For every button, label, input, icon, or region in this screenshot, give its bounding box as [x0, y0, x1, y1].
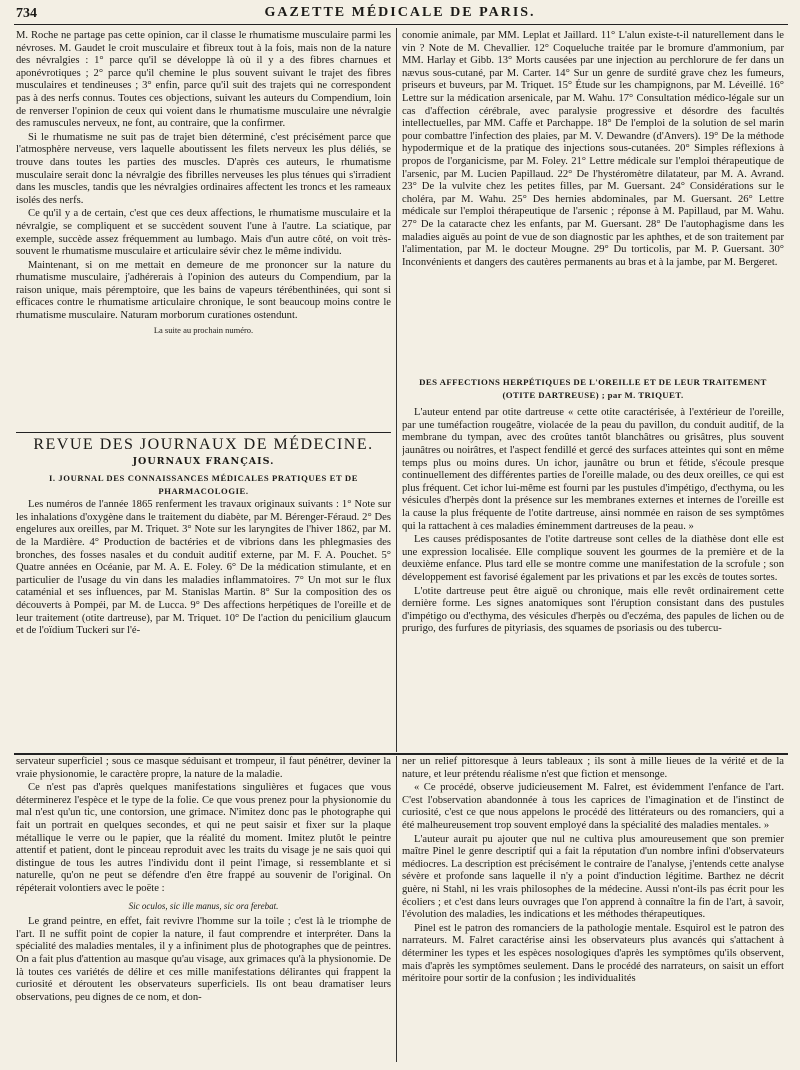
paragraph: servateur superficiel ; sous ce masque séduisant et trompeur, il faut pénétrer, deviner la vraie physionomie, le caractère propre, la nature de la maladie.	[16, 756, 391, 780]
latin-quote: Sic oculos, sic ille manus, sic ora ferebat.	[128, 900, 279, 911]
article-heading: DES AFFECTIONS HERPÉTIQUES DE L'OREILLE ET DE LEUR TRAITEMENT (OTITE DARTREUSE) ; par M. TRIQUET.	[419, 377, 767, 400]
right-column-bottom	[402, 756, 784, 1064]
section-heading: I. JOURNAL DES CONNAISSANCES MÉDICALES PRATIQUES ET DE PHARMACOLOGIE.	[48, 473, 359, 496]
paragraph: Ce n'est pas d'après quelques manifestations singulières et fugaces que vous déterminerez l'espèce et le type de la folie. Ce que vous prenez pour la physionomie du mal n'est qu'un tic, une contorsion, une grimace. N'imitez donc pas le photographe qui fait un portrait en quelques secondes, et qui ne peut saisir et fixer sur la plaque métallique le verre ou le papier, que la réalité du moment. Imitez plutôt le peintre attentif et patient, dont le pinceau reproduit avec les traits du visage je ne sais quoi qui distingue de tous les autres l'individu dont il peint l'image, si ressemblante et si naturelle, qu'on ne peut se défendre d'en être frappé au souvenir de l'original. On répéterait volontiers avec le poëte :	[16, 782, 391, 894]
left-column-top	[16, 30, 391, 430]
review-subtitle: JOURNAUX FRANÇAIS.	[132, 456, 275, 467]
paragraph: L'otite dartreuse peut être aiguë ou chronique, mais elle revêt ordinairement cette dernière forme. Les signes anatomiques sont l'éruption consistant dans des pustules d'impétigo ou d'ecthyma, des vésicules d'herpès ou d'eczéma, des papules de lichen ou de prurigo, des furfures de pityriasis, des squames de psoriasis ou des tubercu-	[402, 585, 784, 635]
paragraph: Les numéros de l'année 1865 renferment les travaux originaux suivants : 1° Note sur les inhalations d'oxygène dans le traitement du diabète, par M. Bérenger-Féraud. 2° Des engelures aux oreilles, par M. Triquet. 3° Note sur les laryngites de l'hiver 1862, par M. de la Mardière. 4° Production de bactéries et de vibrions dans les phlegmasies des bronches, des fosses nasales et du conduit auditif externe, par M. F. A. Pouchet. 5° Quatre années en Océanie, par M. A. E. Foley. 6° De la médication stimulante, et en particulier de l'usage du vin dans les maladies inflammatoires. 7° Un mot sur le flux cataménial et ses influences, par M. Stanislas Martin. 8° Sur la composition des os découverts à Pompéi, par M. de Lucca. 9° Des affections herpétiques de l'oreille et de leur traitement (otite dartreuse), par M. Triquet. 10° De l'action du penicilium glaucum et de l'oïdium Tuckeri sur l'é-	[16, 499, 391, 637]
right-column-top	[402, 30, 784, 370]
paragraph: conomie animale, par MM. Leplat et Jaillard. 11° L'alun existe-t-il naturellement dans le vin ? Note de M. Chevallier. 12° Coqueluche traitée par le bromure d'ammonium, par MM. Harlay et Gibb. 13° Morts causées par une injection au perchlorure de fer dans un nævus sous-cutané, par M. Carter. 14° Sur un genre de surdité grave chez les fumeurs, priseurs et buveurs, par M. Triquet. 15° Étude sur les champignons, par M. Léveillé. 16° Lettre sur la médication arsenicale, par M. Wahu. 17° Consultation médico-légale sur un cas d'affection cérébrale, avec paralysie progressive et désordre des facultés intellectuelles, par MM. Caffe et Parchappe. 18° De l'emploi de la solution de sel marin pour combattre l'infection des plaies, par M. V. Dewandre (d'Anvers). 19° De la méthode hypodermique et de la pratique des injections sous-cutanées. 20° Simples réflexions à propos de l'organicisme, par M. Foley. 21° Lettre médicale sur l'emploi thérapeutique de l'arsenic, par M. Lucien Papillaud. 22° De l'hystéromètre dilatateur, par M. A. Avrand. 23° De la vulvite chez les petites filles, par M. Guersant. 24° Considérations sur le choléra, par M. Wahu. 25° Des hernies abdominales, par M. Guersant. 26° Lettre médicale sur l'emploi thérapeutique de l'arsenic ; réponse à M. Papillaud, par M. Wahu. 27° De la cataracte chez les enfants, par M. Guersant. 28° De l'autophagisme dans les maladies aiguës au point de vue de son diagnostic par les aphthes, et de son traitement par l'alimentation, par M. le docteur Mougne. 29° Du torticolis, par M. P. Guersant. 30° Inconvénients et dangers des cautères permanents au bras et à la jambe, par M. Bergeret.	[402, 30, 784, 268]
paragraph: Maintenant, si on me mettait en demeure de me prononcer sur la nature du rhumatisme musculaire, j'adhérerais à l'opinion des auteurs du Compendium, par la raison unique, mais péremptoire, que les bains de vapeurs térébenthinées, qui sont si efficaces contre le rhumatisme articulaire chronique, le sont beaucoup moins contre le rhumatisme musculaire. Naturam morborum curationes ostendunt.	[16, 259, 391, 322]
paragraph: M. Roche ne partage pas cette opinion, car il classe le rhumatisme musculaire parmi les névroses. M. Gaudet le croit musculaire et fibreux tout à la fois, mais non de la nature des névralgies : 1° parce qu'il se développe là où il y a des fibres charnues et aponévrotiques ; 2° parce qu'il chemine le plus souvent suivant le trajet des fibres musculaires et tendineuses ; 3° enfin, parce qu'il suit des trajets qui ne correspondent pas à des nerfs connus. Toutes ces objections, suivant les auteurs du Compendium, loin de renverser l'opinion de ceux qui voient dans le rhumatisme musculaire une névralgie des ramuscules nerveux, ne font, au contraire, que la confirmer.	[16, 30, 391, 130]
left-column-review	[16, 470, 391, 750]
paragraph: Ce qu'il y a de certain, c'est que ces deux affections, le rhumatisme musculaire et la névralgie, se compliquent et se succèdent souvent l'une à l'autre. La sciatique, par exemple, succède assez fréquemment au lumbago. Mais d'un autre côté, on voit très-souvent le rhumatisme musculaire et articulaire sévir chez le même individu.	[16, 208, 391, 258]
right-column-article	[402, 370, 784, 752]
column-divider-top	[396, 28, 397, 752]
left-column-bottom	[16, 756, 391, 1064]
page-number: 734	[16, 6, 37, 21]
continued-note: La suite au prochain numéro.	[153, 324, 254, 335]
column-divider-bottom	[396, 756, 397, 1062]
paragraph: ner un relief pittoresque à leurs tableaux ; ils sont à mille lieues de la vérité et de la nature, et leur prétendu réalisme n'est que fiction et mensonge.	[402, 756, 784, 780]
paragraph: Les causes prédisposantes de l'otite dartreuse sont celles de la diathèse dont elle est une expression localisée. Elle complique souvent les gourmes de la première et de la deuxième enfance. Plus tard elle se montre comme une manifestation de la scrofule ; son développement est favorisé également par les privations et par les excès de toutes sortes.	[402, 534, 784, 583]
paragraph: Le grand peintre, en effet, fait revivre l'homme sur la toile ; c'est là le triomphe de l'art. Il ne suffit point de copier la nature, il faut comprendre et interpréter. Dans la spécialité des maladies mentales, il y a infiniment plus de photographes que de peintres. On a fait plus d'attention au masque qu'au visage, aux grimaces qu'à la physionomie. De là toutes ces variétés de délire et ces mille manifestations délirantes qui frappent la curiosité et déroutent les observateurs superficiels. Ils ont beau dramatiser leurs observations, peu dignes de ce nom, et don-	[16, 916, 391, 1003]
review-heading-block	[16, 432, 391, 469]
paragraph: Si le rhumatisme ne suit pas de trajet bien déterminé, c'est précisément parce que l'atmosphère nerveuse, vers laquelle aboutissent les filets nerveux les plus déliés, se trouve dans toutes les parties des muscles. D'après ces auteurs, le rhumatisme musculaire serait donc la névralgie des fibrilles nerveuses les plus ténues qui s'irradient dans les muscles, tandis que les névralgies ordinaires affectent les troncs et les rameaux isolés des nerfs.	[16, 131, 391, 206]
paragraph: Pinel est le patron des romanciers de la pathologie mentale. Esquirol est le patron des narrateurs. M. Falret caractérise ainsi les observateurs plus avancés qui s'attachent à déterminer les types et les espèces nosologiques d'après les symptômes qu'ils observent, mais d'après les symptômes seulement. Dans le procédé des narrateurs, on saisit un effort méritoire pour sortir de la confusion ; les individualités	[402, 922, 784, 985]
section-divider	[14, 753, 788, 755]
page-header	[14, 4, 786, 24]
paragraph: L'auteur entend par otite dartreuse « cette otite caractérisée, à l'extérieur de l'oreille, par une tuméfaction rougeâtre, violacée de la peau du pavillon, du conduit auditif, de la membrane du tympan, avec des croûtes tantôt blanchâtres ou grisâtres, plus souvent jaunâtres ou noirâtres, et l'aspect fendillé et gercé des surfaces atteintes qui sont en même temps plus ou moins dures. Un ichor, jaunâtre ou brun et fétide, s'écoule presque continuellement des différentes parties de l'oreille malade, ou des deux oreilles, ce qui est plus fréquent. Cet ichor lui-même est fourni par les pustules d'impétigo, d'ecthyma, ou les vésicules d'herpès dont la présence sur les membranes externes et internes de l'oreille est la cause la plus fréquente de l'otite dartreuse, ainsi nommée en raison de ses symptômes qui la rattachent à ces maladies éminemment dartreuses de la peau. »	[402, 407, 784, 532]
paragraph: « Ce procédé, observe judicieusement M. Falret, est évidemment l'enfance de l'art. C'est l'observation abandonnée à tous les caprices de l'imagination et de l'instinct de curiosité, c'est ce que nous appelons le procédé des littérateurs ou des romanciers, qui a été malheureusement trop souvent employé dans la spécialité des maladies mentales. »	[402, 782, 784, 831]
review-title: REVUE DES JOURNAUX DE MÉDECINE.	[33, 436, 374, 453]
paragraph: L'auteur aurait pu ajouter que nul ne cultiva plus amoureusement que son premier maître Pinel le genre descriptif qui a fait la réputation d'un nombre infini d'observateurs médiocres. La description est précisément le contraire de l'analyse, j'entends cette analyse sévère et profonde sans laquelle il n'y a point d'induction légitime. Barthez ne décrit guère, ni Stahl, ni les vrais philosophes de la médecine. Aussi n'ont-ils pas écrit pour les écoliers ; et c'est dans leurs ouvrages que l'on apprend à connaître la fin de l'art, à savoir, l'évolution des maladies, les indications et les méthodes thérapeutiques.	[402, 833, 784, 921]
header-rule	[14, 24, 788, 25]
journal-title: GAZETTE MÉDICALE DE PARIS.	[264, 5, 536, 20]
